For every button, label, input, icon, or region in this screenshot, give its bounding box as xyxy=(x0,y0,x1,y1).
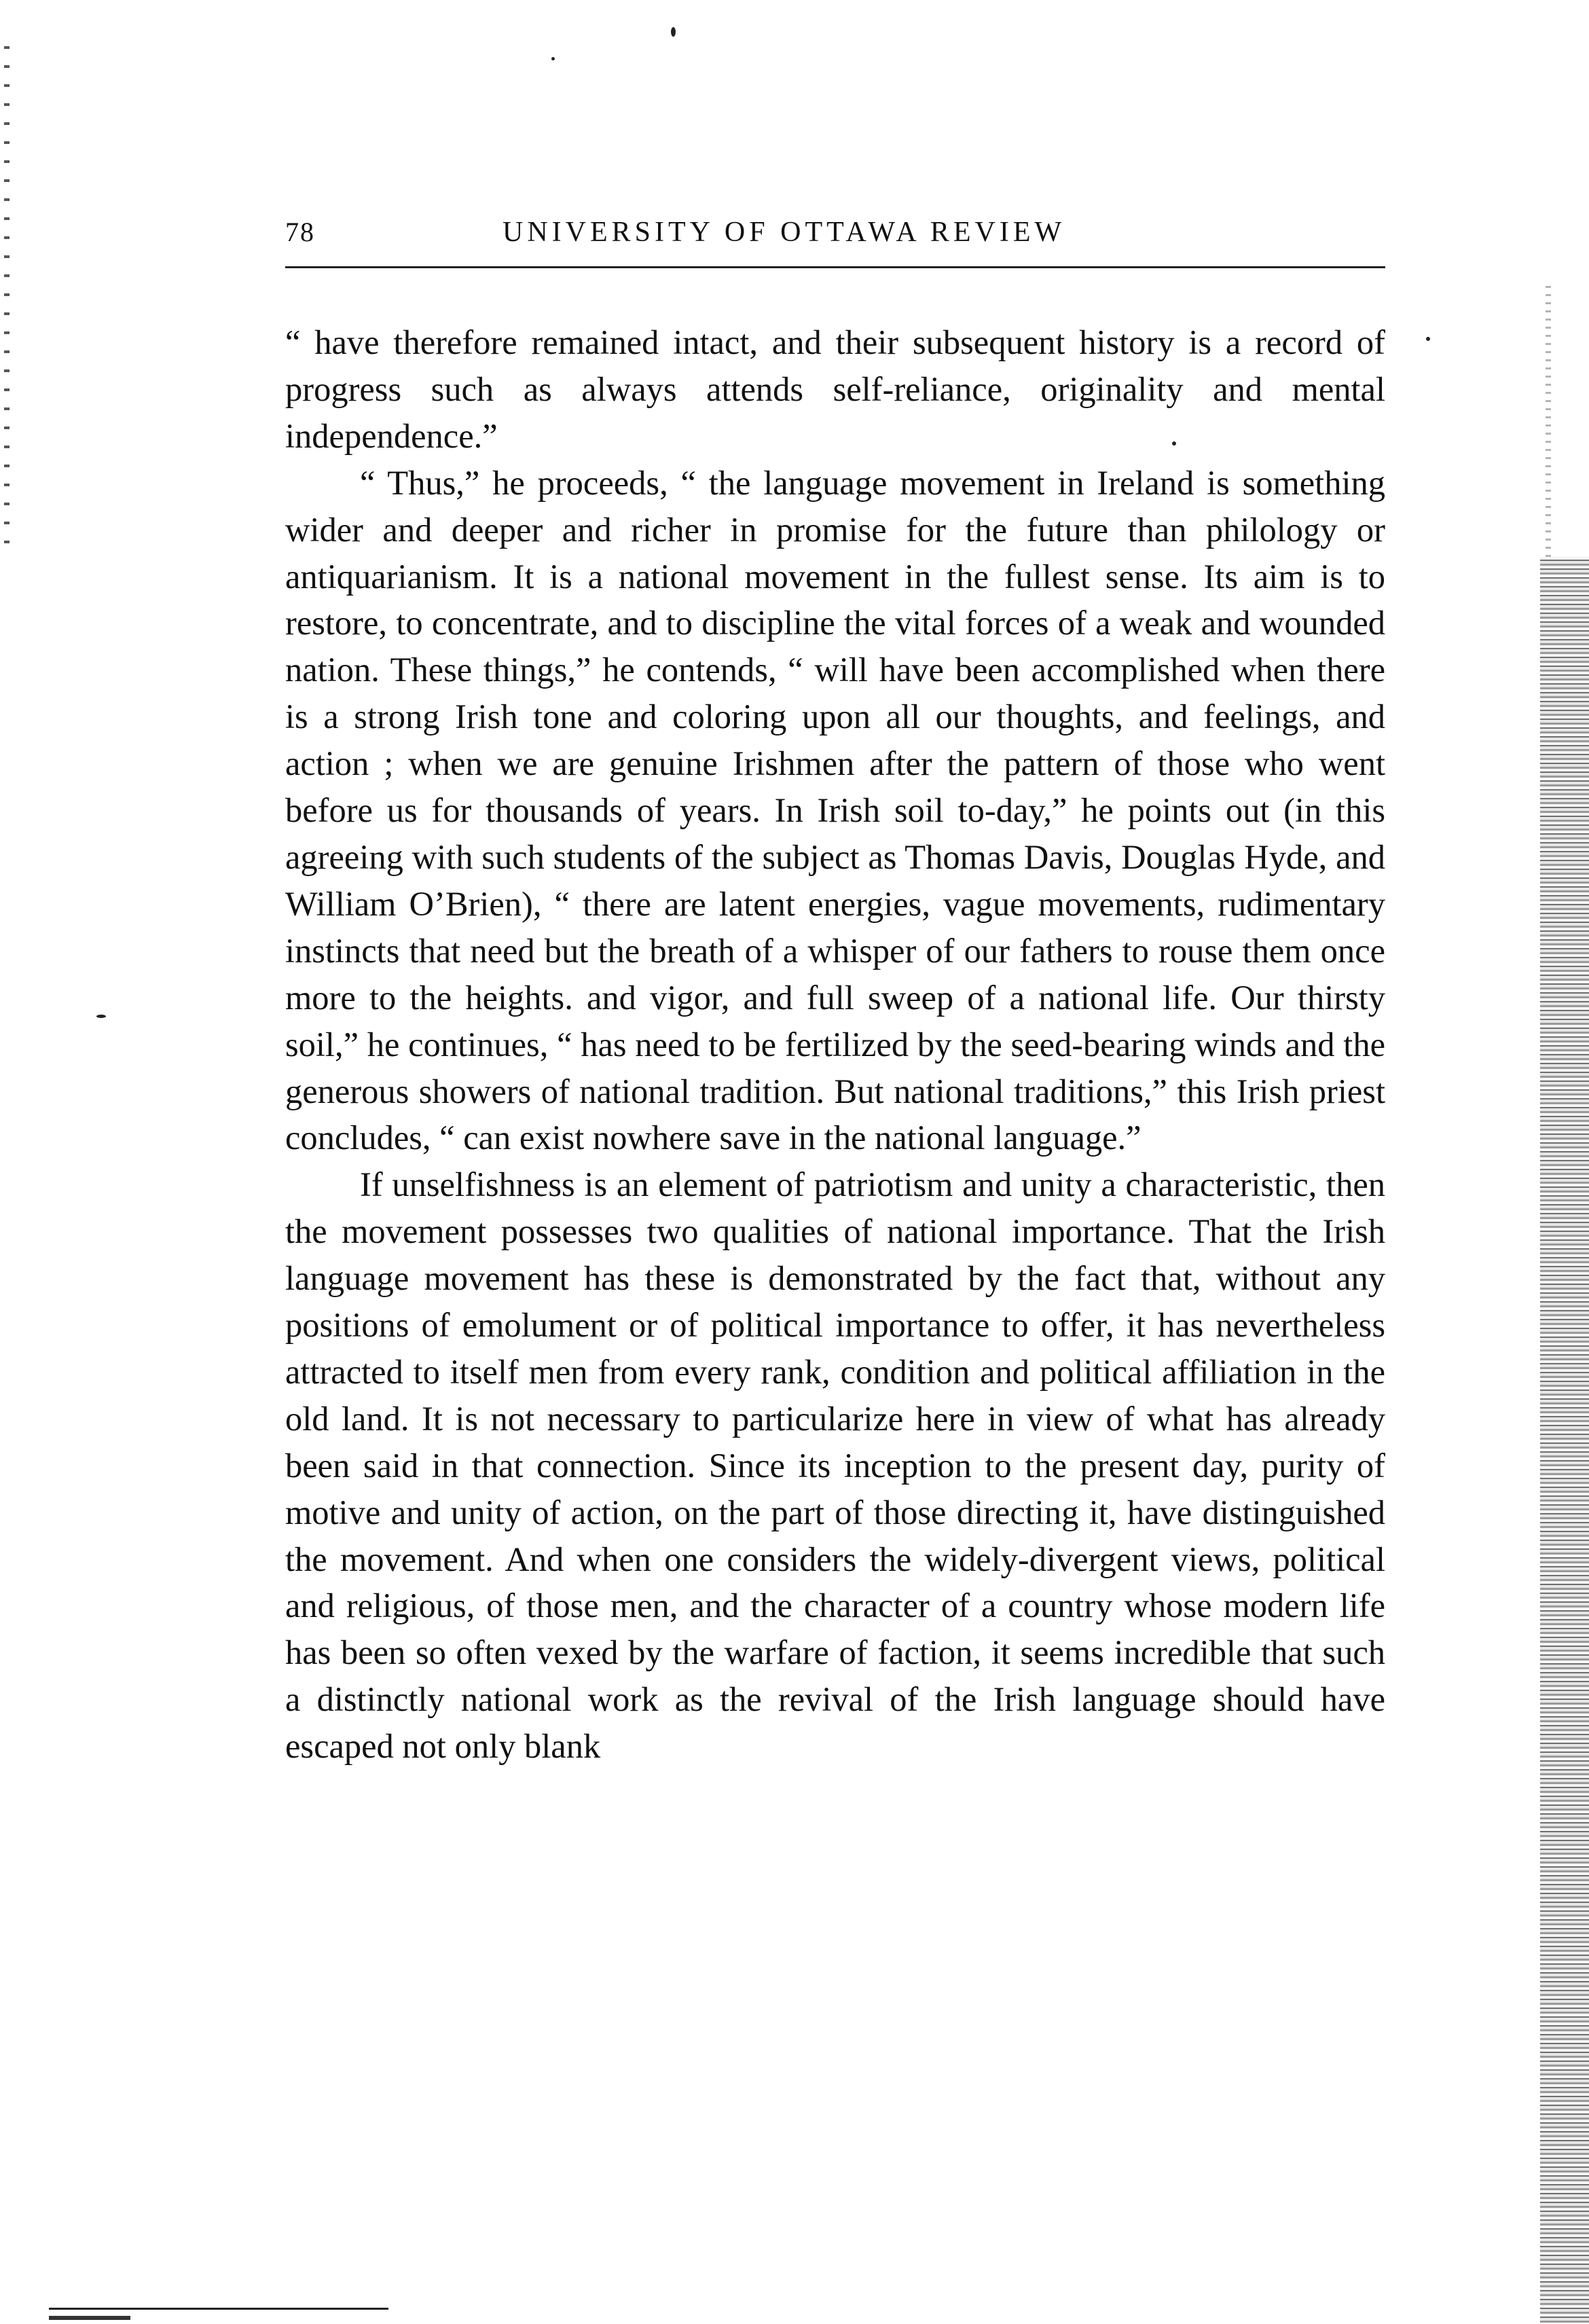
paragraph: “ Thus,” he proceeds, “ the language movement in Ireland is something wider and deeper and richer in promise for the future than philology or antiquarianism. It is a national movement in the fullest sense. Its aim is to restore, to concentrate, and to discipline the vital forces of a weak and wounded nation. These things,” he contends, “ will have been accomplished when there is a strong Irish tone and coloring upon all our thoughts, and feelings, and action ; when we are genuine Irishmen after the pattern of those who went before us for thousands of years. In Irish soil to-day,” he points out (in this agreeing with such students of the subject as Thomas Davis, Douglas Hyde, and William O’Brien), “ there are latent energies, vague movements, rudimentary instincts that need but the breath of a whisper of our fathers to rouse them once more to the heights. and vigor, and full sweep of a national life. Our thirsty soil,” he continues, “ has need to be fertilized by the seed-bearing winds and the generous showers of national tradition. But national traditions,” this Irish priest concludes, “ can exist nowhere save in the national language.” xyxy=(285,463,1385,1157)
paragraph-continued: “ have therefore remained intact, and their subsequent history is a record of progress such as always attends self-reliance, originality and mental independence.” xyxy=(285,323,1385,455)
scan-speck xyxy=(551,57,555,60)
page-edge-strip-upper xyxy=(1546,285,1551,557)
page-edge-strip xyxy=(1540,557,1589,2323)
page-number: 78 xyxy=(285,217,315,247)
scan-edge-marks-left xyxy=(4,41,10,543)
header-rule xyxy=(285,266,1385,268)
scan-speck xyxy=(671,27,676,37)
page-header xyxy=(285,216,1385,264)
footer-mark xyxy=(49,2316,130,2320)
scan-speck xyxy=(96,1015,106,1018)
running-title: UNIVERSITY OF OTTAWA REVIEW xyxy=(503,217,1066,248)
footer-rule xyxy=(49,2308,388,2310)
paragraph: If unselfishness is an element of patriotism and unity a characteristic, then the movement possesses two qualities of national importance. That the Irish language movement has these is demonstrated by the fact that, without any positions of emolument or of political importance to offer, it has nevertheless attracted to itself men from every rank, condition and political affiliation in the old land. It is not necessary to particularize here in view of what has already been said in that connection. Since its inception to the present day, purity of motive and unity of action, on the part of those directing it, have distinguished the movement. And when one considers the widely-divergent views, political and religious, of those men, and the character of a country whose modern life has been so often vexed by the warfare of faction, it seems incredible that such a distinctly national work as the revival of the Irish language should have escaped not only blank xyxy=(285,1165,1385,1766)
body-text xyxy=(285,319,1385,1770)
scan-speck xyxy=(1426,337,1430,341)
